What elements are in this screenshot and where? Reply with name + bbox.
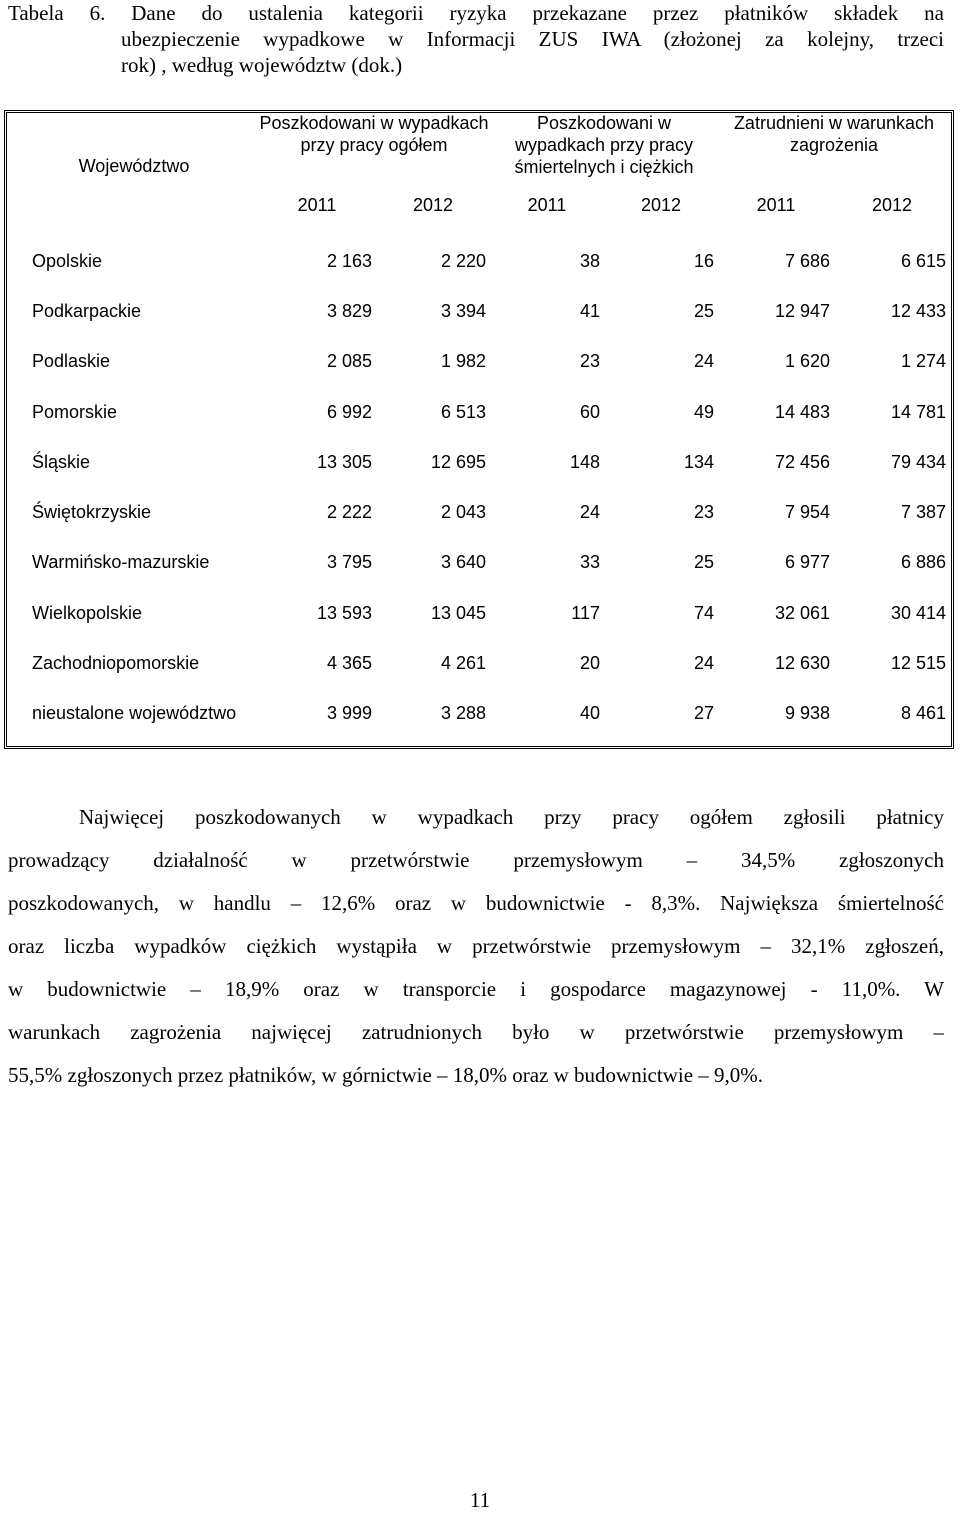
value-cell: 41 [579, 300, 600, 321]
value-cell: 49 [693, 401, 714, 422]
value-cell: 6 992 [326, 401, 372, 422]
table-body [10, 236, 950, 739]
value-cell: 2 220 [440, 250, 486, 271]
column-header-year: 2012 [871, 194, 913, 215]
region-name-cell: Podkarpackie [32, 300, 142, 321]
value-cell: 1 620 [784, 351, 830, 372]
value-cell: 13 305 [316, 451, 372, 472]
column-header-year: 2012 [412, 194, 454, 215]
paragraph-line: warunkach zagrożenia najwięcej zatrudnionych było w przetwórstwie przemysłowym – [8, 1020, 944, 1044]
value-cell: 13 593 [316, 602, 372, 623]
column-header-group-total: Poszkodowani w wypadkach przy pracy ogółem [259, 113, 489, 155]
value-cell: 23 [693, 502, 714, 523]
table-row [10, 286, 950, 336]
data-table [10, 112, 950, 739]
column-header-year: 2011 [527, 194, 567, 215]
paragraph-line: Najwięcej poszkodowanych w wypadkach przy pracy ogółem zgłosili płatnicy [79, 805, 944, 829]
value-cell: 3 394 [440, 300, 486, 321]
page-number: 11 [469, 1488, 491, 1512]
value-cell: 12 515 [890, 653, 946, 674]
paragraph-line: oraz liczba wypadków ciężkich wystąpiła w przetwórstwie przemysłowym – 32,1% zgłoszeń, [8, 934, 944, 958]
value-cell: 14 483 [774, 401, 830, 422]
value-cell: 40 [579, 703, 600, 724]
header-row-groups [10, 112, 950, 190]
region-name-cell: Opolskie [32, 250, 103, 271]
value-cell: 24 [693, 653, 714, 674]
region-name-cell: Wielkopolskie [32, 602, 143, 623]
paragraph-line: prowadzący działalność w przetwórstwie przemysłowym – 34,5% zgłoszonych [8, 848, 944, 872]
value-cell: 27 [693, 703, 714, 724]
value-cell: 24 [579, 502, 600, 523]
value-cell: 72 456 [774, 451, 830, 472]
table-row [10, 538, 950, 588]
region-name-cell: Warmińsko-mazurskie [32, 552, 210, 573]
caption-line-3: rok) , według województw (dok.) [121, 53, 403, 77]
table-row [10, 638, 950, 688]
column-header-group-hazard: Zatrudnieni w warunkach zagrożenia [733, 113, 935, 155]
value-cell: 14 781 [890, 401, 946, 422]
value-cell: 12 947 [774, 300, 830, 321]
column-header-region: Województwo [78, 155, 190, 176]
table-row [10, 387, 950, 437]
table-row [10, 487, 950, 537]
value-cell: 79 434 [890, 451, 946, 472]
value-cell: 117 [571, 602, 600, 623]
value-cell: 2 085 [326, 351, 372, 372]
value-cell: 6 977 [784, 552, 830, 573]
caption-line-1: Tabela 6. Dane do ustalenia kategorii ryzyka przekazane przez płatników składek na [8, 1, 944, 25]
value-cell: 2 163 [326, 250, 372, 271]
value-cell: 12 630 [774, 653, 830, 674]
value-cell: 2 043 [440, 502, 486, 523]
value-cell: 12 695 [430, 451, 486, 472]
value-cell: 13 045 [430, 602, 486, 623]
value-cell: 8 461 [900, 703, 946, 724]
value-cell: 25 [693, 300, 714, 321]
value-cell: 16 [693, 250, 714, 271]
value-cell: 134 [683, 451, 714, 472]
column-header-year: 2012 [640, 194, 682, 215]
table-row [10, 689, 950, 739]
value-cell: 32 061 [774, 602, 830, 623]
value-cell: 7 686 [784, 250, 830, 271]
value-cell: 3 795 [326, 552, 372, 573]
paragraph-line: 55,5% zgłoszonych przez płatników, w górnictwie – 18,0% oraz w budownictwie – 9,0%. [8, 1063, 764, 1087]
table-caption [8, 0, 944, 78]
value-cell: 60 [579, 401, 600, 422]
value-cell: 33 [579, 552, 600, 573]
value-cell: 4 261 [440, 653, 486, 674]
value-cell: 4 365 [326, 653, 372, 674]
paragraph-line: poszkodowanych, w handlu – 12,6% oraz w budownictwie - 8,3%. Największa śmiertelność [8, 891, 944, 915]
value-cell: 6 886 [900, 552, 946, 573]
region-name-cell: Pomorskie [32, 401, 118, 422]
body-paragraph [8, 796, 944, 1097]
table-row [10, 236, 950, 286]
value-cell: 3 640 [440, 552, 486, 573]
region-name-cell: Podlaskie [32, 351, 111, 372]
value-cell: 2 222 [326, 502, 372, 523]
value-cell: 1 274 [900, 351, 946, 372]
region-name-cell: Zachodniopomorskie [32, 653, 200, 674]
value-cell: 6 513 [440, 401, 486, 422]
region-name-cell: Świętokrzyskie [32, 502, 152, 523]
caption-line-2: ubezpieczenie wypadkowe w Informacji ZUS IWA (złożonej za kolejny, trzeci [121, 27, 944, 51]
value-cell: 25 [693, 552, 714, 573]
region-name-cell: Śląskie [32, 451, 91, 472]
value-cell: 30 414 [890, 602, 946, 623]
value-cell: 3 999 [326, 703, 372, 724]
value-cell: 7 387 [900, 502, 946, 523]
value-cell: 12 433 [890, 300, 946, 321]
region-name-cell: nieustalone województwo [32, 703, 237, 724]
value-cell: 7 954 [784, 502, 830, 523]
value-cell: 1 982 [440, 351, 486, 372]
value-cell: 6 615 [900, 250, 946, 271]
value-cell: 9 938 [784, 703, 830, 724]
header-spacer [10, 220, 950, 236]
value-cell: 24 [693, 351, 714, 372]
value-cell: 148 [569, 451, 600, 472]
value-cell: 38 [579, 250, 600, 271]
column-header-year: 2011 [297, 194, 337, 215]
column-header-year: 2011 [756, 194, 796, 215]
table-row [10, 437, 950, 487]
value-cell: 23 [579, 351, 600, 372]
value-cell: 20 [579, 653, 600, 674]
table-row [10, 337, 950, 387]
column-header-group-fatal: Poszkodowani w wypadkach przy pracy śmiertelnych i ciężkich [514, 113, 694, 177]
value-cell: 3 829 [326, 300, 372, 321]
value-cell: 3 288 [440, 703, 486, 724]
value-cell: 74 [693, 602, 714, 623]
paragraph-line: w budownictwie – 18,9% oraz w transporcie i gospodarce magazynowej - 11,0%. W [8, 977, 944, 1001]
table-row [10, 588, 950, 638]
